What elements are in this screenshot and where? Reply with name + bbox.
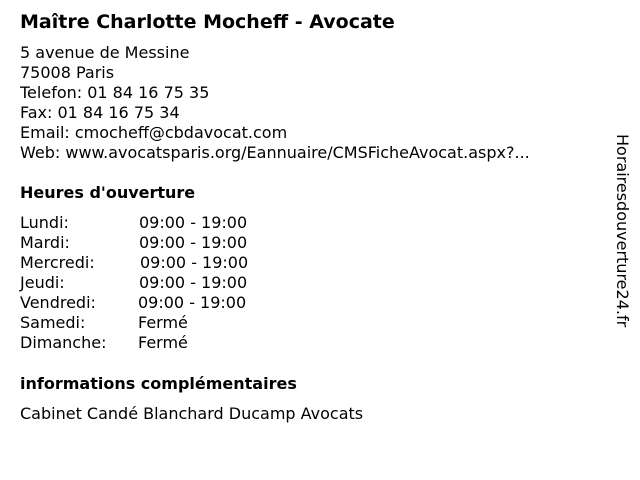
opening-hours-table	[20, 213, 320, 353]
time-value: Fermé	[138, 313, 188, 332]
time-value: 09:00 - 19:00	[139, 233, 248, 252]
day-label: Mercredi:	[20, 253, 95, 272]
hours-row-wednesday	[20, 253, 320, 273]
time-value: 09:00 - 19:00	[139, 273, 248, 292]
day-label: Dimanche:	[20, 333, 107, 352]
day-label: Jeudi:	[20, 273, 65, 292]
hours-row-sunday	[20, 333, 320, 353]
time-value: 09:00 - 19:00	[139, 213, 248, 232]
hours-row-thursday	[20, 273, 320, 293]
phone-number: Telefon: 01 84 16 75 35	[20, 83, 210, 102]
fax-number: Fax: 01 84 16 75 34	[20, 103, 180, 122]
time-value: 09:00 - 19:00	[138, 293, 247, 312]
extra-info-heading: informations complémentaires	[20, 374, 297, 393]
extra-info-text: Cabinet Candé Blanchard Ducamp Avocats	[20, 404, 364, 423]
time-value: 09:00 - 19:00	[140, 253, 249, 272]
contact-info	[20, 43, 530, 163]
day-label: Mardi:	[20, 233, 70, 252]
address-city: 75008 Paris	[20, 63, 115, 82]
email-address: Email: cmocheff@cbdavocat.com	[20, 123, 288, 142]
website-url: Web: www.avocatsparis.org/Eannuaire/CMSFicheAvocat.aspx?...	[20, 143, 530, 162]
time-value: Fermé	[138, 333, 188, 352]
page-title: Maître Charlotte Mocheff - Avocate	[20, 11, 395, 33]
hours-row-friday	[20, 293, 320, 313]
hours-row-monday	[20, 213, 320, 233]
day-label: Lundi:	[20, 213, 69, 232]
day-label: Samedi:	[20, 313, 86, 332]
site-brand-vertical: Horairesdouverture24.fr	[613, 134, 632, 328]
day-label: Vendredi:	[20, 293, 96, 312]
hours-row-saturday	[20, 313, 320, 333]
hours-row-tuesday	[20, 233, 320, 253]
address-street: 5 avenue de Messine	[20, 43, 190, 62]
hours-heading: Heures d'ouverture	[20, 183, 196, 202]
